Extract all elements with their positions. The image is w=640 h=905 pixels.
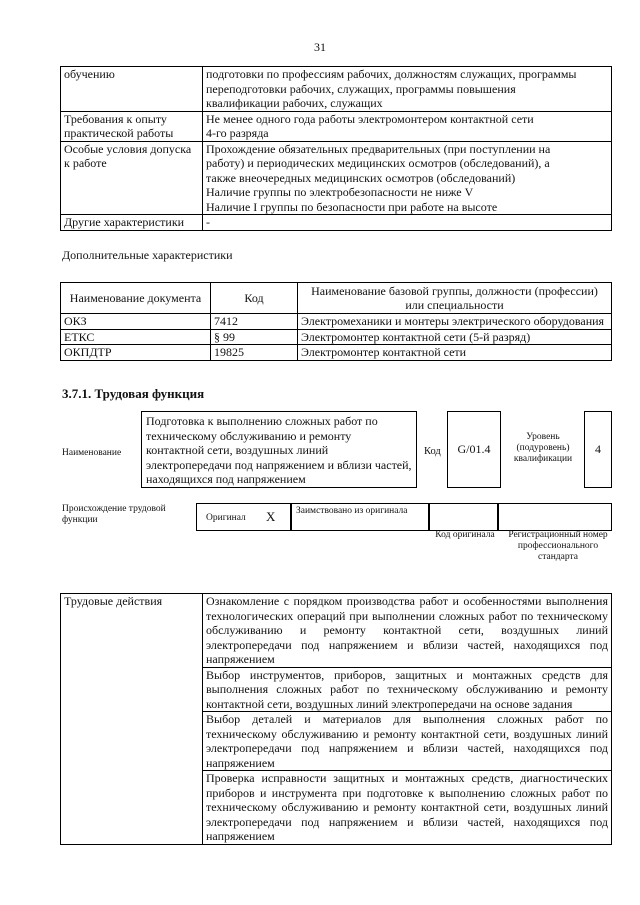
text-line: Наличие группы по электробезопасности не ниже V: [206, 185, 474, 199]
column-header: Код: [211, 283, 298, 314]
table-cell: Электромеханики и монтеры электрического оборудования: [298, 314, 612, 330]
table-cell: ЕТКС: [61, 329, 211, 345]
original-mark: X: [266, 509, 276, 524]
level-label: Уровень (подуровень) квалификации: [513, 432, 573, 464]
row-value: [203, 215, 612, 231]
row-value: [203, 67, 612, 112]
name-label: Наименование: [62, 448, 122, 458]
text-line: подготовки по профессиям рабочих, должностям служащих, программы: [206, 67, 577, 81]
action-item: Проверка исправности защитных и монтажных средств, диагностических приборов и инструмента при подготовке к выполнению сложных работ по техническому обслуживанию и ремонту контактной сети, воздушных линий электропередачи под напряжением и вблизи частей, находящихся под напряжением: [203, 771, 612, 845]
action-item: Выбор инструментов, приборов, защитных и монтажных средств для выполнения сложных работ по техническому обслуживанию и ремонту контактной сети, воздушных линий электропередачи на основе задания: [203, 667, 612, 712]
borrowed-cell: [291, 503, 429, 531]
text-line: квалификации рабочих, служащих: [206, 96, 383, 110]
code-label: Код: [424, 446, 441, 457]
table-row: [61, 141, 612, 215]
text-line: 4-го разряда: [206, 126, 269, 140]
table-row: [61, 594, 612, 668]
row-label: обучению: [61, 67, 203, 112]
code-original-cell: [429, 503, 498, 531]
table-cell: 19825: [211, 345, 298, 361]
table-row: [61, 215, 612, 231]
reg-number-label: Регистрационный номер профессионального стандарта: [508, 530, 608, 562]
table-row: [61, 314, 612, 330]
function-name: Подготовка к выполнению сложных работ по техническому обслуживанию и ремонту контактной сети, воздушных линий электропередачи под напряжением и вблизи частей, находящихся под напряжением: [141, 411, 417, 488]
original-cell: [196, 503, 291, 531]
page-number: 31: [314, 40, 326, 54]
table-cell: ОКПДТР: [61, 345, 211, 361]
text-line: также внеочередных медицинских осмотров (обследований): [206, 170, 516, 185]
text-line: работу) и периодических медицинских осмотров (обследований), а: [206, 156, 550, 170]
column-header: Наименование базовой группы, должности (профессии) или специальности: [298, 283, 612, 314]
table-row: [61, 111, 612, 141]
qualification-table: [60, 66, 612, 231]
row-value: [203, 111, 612, 141]
table-cell: Электромонтер контактной сети (5-й разряд): [298, 329, 612, 345]
table-row: [61, 67, 612, 112]
qualification-level: 4: [584, 411, 612, 488]
reg-number-cell: [498, 503, 612, 531]
table-cell: Электромонтер контактной сети: [298, 345, 612, 361]
additional-characteristics-label: Дополнительные характеристики: [62, 248, 233, 262]
text-line: Прохождение обязательных предварительных (при поступлении на: [206, 141, 551, 156]
function-code: G/01.4: [447, 411, 501, 488]
function-title: 3.7.1. Трудовая функция: [62, 386, 205, 401]
text-line: Не менее одного года работы электромонтером контактной сети: [206, 111, 534, 126]
action-item: Ознакомление с порядком производства работ и особенностями выполнения технологических операций при выполнении сложных работ по техническому обслуживанию и ремонту контактной сети, воздушных линий электропередачи под напряжением и вблизи частей, находящихся под напряжением: [203, 594, 612, 668]
table-header-row: [61, 283, 612, 314]
row-value: [203, 141, 612, 215]
action-item: Выбор деталей и материалов для выполнения сложных работ по техническому обслуживанию и ремонту контактной сети, воздушных линий электропередачи под напряжением и вблизи частей, находящихся под напряжением: [203, 712, 612, 771]
code-original-label: Код оригинала: [435, 530, 495, 540]
table-cell: § 99: [211, 329, 298, 345]
text-line: переподготовки рабочих, служащих, программы повышения: [206, 81, 516, 96]
text-line: Наличие I группы по безопасности при работе на высоте: [206, 199, 498, 214]
row-label: Особые условия допуска к работе: [61, 141, 203, 215]
origin-label: Происхождение трудовой функции: [62, 504, 166, 525]
row-label: Другие характеристики: [61, 215, 203, 231]
additional-characteristics-table: [60, 282, 612, 361]
actions-label: Трудовые действия: [61, 594, 203, 845]
text-line: -: [206, 215, 210, 229]
table-cell: ОКЗ: [61, 314, 211, 330]
labor-actions-table: [60, 593, 612, 845]
table-row: [61, 329, 612, 345]
table-cell: 7412: [211, 314, 298, 330]
table-row: [61, 345, 612, 361]
row-label: Требования к опыту практической работы: [61, 111, 203, 141]
column-header: Наименование документа: [61, 283, 211, 314]
original-label: Оригинал: [206, 513, 246, 523]
borrowed-label: Заимствовано из оригинала: [296, 506, 408, 516]
